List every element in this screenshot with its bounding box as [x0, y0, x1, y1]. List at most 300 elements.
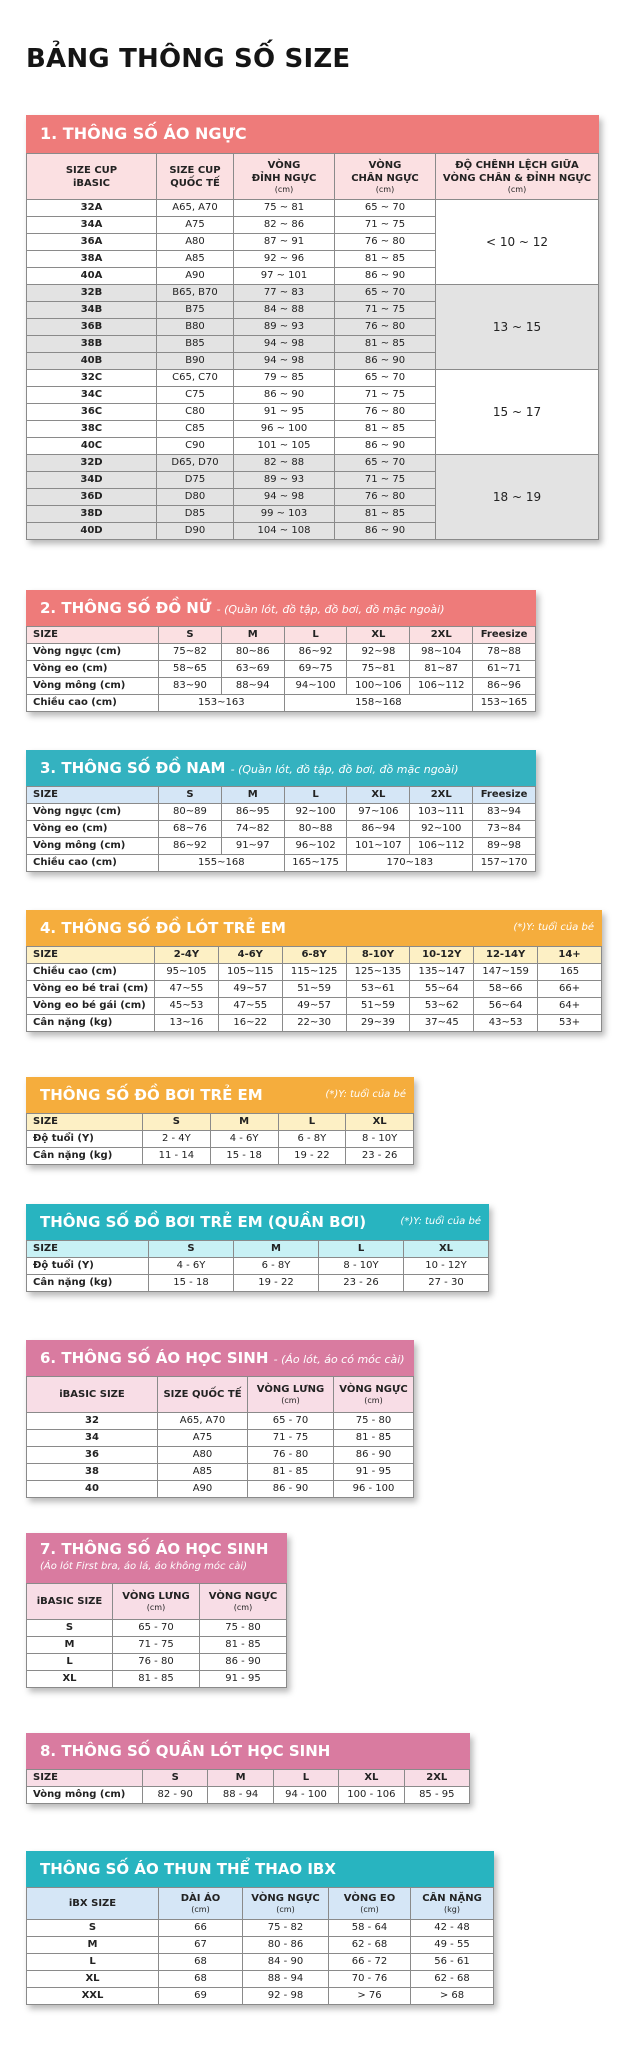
- table-cell: 100~106: [347, 678, 410, 695]
- table-cell: L: [27, 1954, 159, 1971]
- table-cell: Vòng eo bé trai (cm): [27, 981, 155, 998]
- table-cell: 29~39: [346, 1015, 410, 1032]
- table-cell: 42 - 48: [411, 1920, 494, 1937]
- table-cell: Chiều cao (cm): [27, 695, 159, 712]
- col-header: S: [143, 1770, 208, 1787]
- table-cell: 158~168: [284, 695, 472, 712]
- table-row: [27, 804, 536, 821]
- col-header: XL: [347, 787, 410, 804]
- section-note: (*)Y: tuổi của bé: [400, 1216, 481, 1227]
- col-header: SIZE: [27, 1770, 143, 1787]
- table-cell: 58~65: [159, 661, 222, 678]
- table-cell: 92 ~ 96: [234, 251, 335, 268]
- table-cell: 16~22: [218, 1015, 282, 1032]
- table-cell: 86 - 90: [248, 1481, 334, 1498]
- diff-cell: < 10 ~ 12: [436, 200, 599, 285]
- col-header: S: [143, 1114, 211, 1131]
- table-cell: 87 ~ 91: [234, 234, 335, 251]
- table-cell: 23 - 26: [346, 1148, 414, 1165]
- col-header: iBASIC SIZE: [27, 1584, 113, 1620]
- table-cell: 75~81: [347, 661, 410, 678]
- student-underwear-table: [26, 1733, 470, 1804]
- table-cell: 8 - 10Y: [346, 1131, 414, 1148]
- table-cell: C85: [157, 421, 234, 438]
- section-subtitle: - (Quần lót, đồ tập, đồ bơi, đồ mặc ngoài): [230, 763, 459, 776]
- table-cell: 32D: [27, 455, 157, 472]
- table-cell: 63~69: [221, 661, 284, 678]
- kids-underwear-table: [26, 910, 602, 1032]
- section-title: 6. THÔNG SỐ ÁO HỌC SINH: [40, 1349, 269, 1367]
- col-header: S: [159, 787, 222, 804]
- table-row: [27, 1637, 287, 1654]
- table-cell: 38B: [27, 336, 157, 353]
- table-cell: 58 - 64: [329, 1920, 411, 1937]
- table-cell: 100 - 106: [339, 1787, 404, 1804]
- table-cell: 67: [159, 1937, 243, 1954]
- table-row: [27, 644, 536, 661]
- table-cell: 65 - 70: [248, 1413, 334, 1430]
- table-cell: 86 ~ 90: [335, 438, 436, 455]
- col-header: XL: [346, 1114, 414, 1131]
- table-cell: 32: [27, 1413, 158, 1430]
- table-cell: 92~98: [347, 644, 410, 661]
- table-cell: 64+: [538, 998, 602, 1015]
- table-row: [27, 200, 599, 217]
- table-cell: 86 - 90: [334, 1447, 414, 1464]
- table-cell: 36A: [27, 234, 157, 251]
- table-cell: 4 - 6Y: [149, 1258, 234, 1275]
- table-cell: 155~168: [159, 855, 285, 872]
- men-size-table: [26, 750, 536, 872]
- table-cell: D80: [157, 489, 234, 506]
- table-cell: 65 - 70: [113, 1620, 200, 1637]
- table-cell: 147~159: [474, 964, 538, 981]
- table-cell: 94 ~ 98: [234, 336, 335, 353]
- table-row: [27, 1015, 602, 1032]
- table-cell: 84 - 90: [243, 1954, 329, 1971]
- table-row: [27, 695, 536, 712]
- table-cell: 106~112: [410, 838, 473, 855]
- table-row: [27, 1920, 494, 1937]
- table-cell: 68~76: [159, 821, 222, 838]
- ibx-tshirt-table: [26, 1851, 494, 2005]
- table-cell: > 76: [329, 1988, 411, 2005]
- table-cell: A80: [158, 1447, 248, 1464]
- table-cell: C90: [157, 438, 234, 455]
- table-cell: 81 ~ 85: [335, 336, 436, 353]
- col-header: VÒNG NGỰC (cm): [334, 1377, 414, 1413]
- table-cell: 74~82: [221, 821, 284, 838]
- table-cell: 71 ~ 75: [335, 387, 436, 404]
- table-cell: Vòng eo bé gái (cm): [27, 998, 155, 1015]
- table-cell: 76 ~ 80: [335, 489, 436, 506]
- table-cell: 53+: [538, 1015, 602, 1032]
- section-title: 2. THÔNG SỐ ĐỒ NỮ: [40, 599, 212, 617]
- table-cell: XL: [27, 1971, 159, 1988]
- table-row: [27, 964, 602, 981]
- col-header: VÒNG LƯNG (cm): [113, 1584, 200, 1620]
- table-cell: 157~170: [473, 855, 536, 872]
- table-cell: C65, C70: [157, 370, 234, 387]
- table-cell: 95~105: [155, 964, 219, 981]
- table-row: [27, 370, 599, 387]
- section-header: [26, 910, 602, 946]
- table-cell: 86~96: [473, 678, 536, 695]
- col-header: 6-8Y: [282, 947, 346, 964]
- table-cell: XL: [27, 1671, 113, 1688]
- table-cell: 13~16: [155, 1015, 219, 1032]
- table-cell: A85: [157, 251, 234, 268]
- table-cell: D90: [157, 523, 234, 540]
- col-header: SIZE QUỐC TẾ: [158, 1377, 248, 1413]
- col-header: VÒNG NGỰC (cm): [243, 1888, 329, 1920]
- table-cell: Vòng eo (cm): [27, 661, 159, 678]
- table-cell: 135~147: [410, 964, 474, 981]
- table-cell: 71 ~ 75: [335, 472, 436, 489]
- table-cell: 91 - 95: [200, 1671, 287, 1688]
- section-title: THÔNG SỐ ĐỒ BƠI TRẺ EM: [40, 1086, 263, 1104]
- table-cell: > 68: [411, 1988, 494, 2005]
- table-cell: 86 ~ 90: [335, 523, 436, 540]
- kids-swim-shorts-table: [26, 1204, 489, 1292]
- col-header: iBASIC SIZE: [27, 1377, 158, 1413]
- table-cell: 80~89: [159, 804, 222, 821]
- table-cell: 40A: [27, 268, 157, 285]
- col-header: Freesize: [473, 787, 536, 804]
- section-header: [26, 590, 536, 626]
- table-cell: 75 - 80: [200, 1620, 287, 1637]
- table-row: [27, 1654, 287, 1671]
- table-cell: 68: [159, 1971, 243, 1988]
- table-cell: 77 ~ 83: [234, 285, 335, 302]
- table-cell: 92 - 98: [243, 1988, 329, 2005]
- col-header-intl: SIZE CUP QUỐC TẾ: [157, 154, 234, 200]
- table-row: [27, 1258, 489, 1275]
- table-cell: 76 ~ 80: [335, 234, 436, 251]
- table-row: [27, 1275, 489, 1292]
- table-cell: 81 - 85: [248, 1464, 334, 1481]
- table-row: [27, 821, 536, 838]
- col-header: 2XL: [410, 787, 473, 804]
- table-cell: 79 ~ 85: [234, 370, 335, 387]
- table-row: [27, 981, 602, 998]
- table-cell: 125~135: [346, 964, 410, 981]
- table-cell: 27 - 30: [404, 1275, 489, 1292]
- table-cell: 69~75: [284, 661, 347, 678]
- table-cell: 88 - 94: [208, 1787, 273, 1804]
- table-cell: 15 - 18: [210, 1148, 278, 1165]
- table-cell: D85: [157, 506, 234, 523]
- col-header: S: [159, 627, 222, 644]
- table-cell: 81~87: [410, 661, 473, 678]
- table-cell: XXL: [27, 1988, 159, 2005]
- table-cell: 81 ~ 85: [335, 506, 436, 523]
- table-cell: 106~112: [410, 678, 473, 695]
- table-cell: 86 ~ 90: [234, 387, 335, 404]
- section-title: 4. THÔNG SỐ ĐỒ LÓT TRẺ EM: [40, 919, 286, 937]
- table-cell: 38: [27, 1464, 158, 1481]
- section-header: [26, 1204, 489, 1240]
- col-header: SIZE: [27, 947, 155, 964]
- table-row: [27, 998, 602, 1015]
- table-cell: 10 - 12Y: [404, 1258, 489, 1275]
- section-title: THÔNG SỐ ĐỒ BƠI TRẺ EM (QUẦN BƠI): [40, 1213, 367, 1231]
- table-cell: 80 - 86: [243, 1937, 329, 1954]
- col-header: DÀI ÁO (cm): [159, 1888, 243, 1920]
- table-cell: 32C: [27, 370, 157, 387]
- table-row: [27, 838, 536, 855]
- table-cell: 81 ~ 85: [335, 251, 436, 268]
- table-cell: 40: [27, 1481, 158, 1498]
- table-cell: 153~165: [473, 695, 536, 712]
- table-cell: B90: [157, 353, 234, 370]
- table-cell: 81 - 85: [200, 1637, 287, 1654]
- section-subtitle: (Áo lót First bra, áo lá, áo không móc cài): [40, 1561, 247, 1572]
- table-cell: 56~64: [474, 998, 538, 1015]
- table-cell: 68: [159, 1954, 243, 1971]
- table-cell: 71 - 75: [248, 1430, 334, 1447]
- table-cell: 32B: [27, 285, 157, 302]
- table-cell: 45~53: [155, 998, 219, 1015]
- col-header: iBX SIZE: [27, 1888, 159, 1920]
- col-header: M: [221, 787, 284, 804]
- table-cell: 86~95: [221, 804, 284, 821]
- table-cell: C80: [157, 404, 234, 421]
- table-cell: S: [27, 1620, 113, 1637]
- table-cell: 75 - 80: [334, 1413, 414, 1430]
- table-row: [27, 855, 536, 872]
- col-header: M: [234, 1241, 319, 1258]
- table-row: [27, 1954, 494, 1971]
- table-cell: 94 ~ 98: [234, 353, 335, 370]
- table-cell: 65 ~ 70: [335, 200, 436, 217]
- table-cell: 43~53: [474, 1015, 538, 1032]
- table-cell: 11 - 14: [143, 1148, 211, 1165]
- table-cell: 165~175: [284, 855, 347, 872]
- student-bra-table: [26, 1340, 414, 1498]
- table-cell: 34B: [27, 302, 157, 319]
- col-header: M: [210, 1114, 278, 1131]
- table-row: [27, 1937, 494, 1954]
- table-cell: 34: [27, 1430, 158, 1447]
- table-cell: 104 ~ 108: [234, 523, 335, 540]
- table-cell: 38A: [27, 251, 157, 268]
- col-header: XL: [347, 627, 410, 644]
- table-cell: 62 - 68: [329, 1937, 411, 1954]
- table-cell: Vòng ngực (cm): [27, 644, 159, 661]
- table-row: [27, 1430, 414, 1447]
- col-header: L: [284, 627, 347, 644]
- table-row: [27, 1481, 414, 1498]
- col-header: XL: [339, 1770, 404, 1787]
- table-cell: B65, B70: [157, 285, 234, 302]
- table-row: [27, 1971, 494, 1988]
- table-cell: 66: [159, 1920, 243, 1937]
- table-cell: 98~104: [410, 644, 473, 661]
- table-cell: 15 - 18: [149, 1275, 234, 1292]
- table-cell: 85 - 95: [404, 1787, 469, 1804]
- table-cell: 76 ~ 80: [335, 404, 436, 421]
- table-cell: 65 ~ 70: [335, 455, 436, 472]
- table-cell: 86~94: [347, 821, 410, 838]
- table-cell: 19 - 22: [234, 1275, 319, 1292]
- table-cell: M: [27, 1937, 159, 1954]
- table-cell: 91~97: [221, 838, 284, 855]
- diff-cell: 18 ~ 19: [436, 455, 599, 540]
- col-header: 10-12Y: [410, 947, 474, 964]
- table-cell: 66 - 72: [329, 1954, 411, 1971]
- table-cell: A65, A70: [158, 1413, 248, 1430]
- table-row: [27, 1413, 414, 1430]
- col-header: 2-4Y: [155, 947, 219, 964]
- table-cell: 89 ~ 93: [234, 319, 335, 336]
- col-header: 4-6Y: [218, 947, 282, 964]
- table-cell: 34D: [27, 472, 157, 489]
- section-header: [26, 115, 599, 153]
- table-cell: 6 - 8Y: [234, 1258, 319, 1275]
- table-cell: 91 - 95: [334, 1464, 414, 1481]
- table-cell: A75: [158, 1430, 248, 1447]
- bra-size-table: [26, 115, 599, 540]
- col-header-diff: ĐỘ CHÊNH LỆCH GIỮA VÒNG CHÂN & ĐỈNH NGỰC (cm): [436, 154, 599, 200]
- table-cell: 34C: [27, 387, 157, 404]
- table-cell: 32A: [27, 200, 157, 217]
- col-header: L: [273, 1770, 338, 1787]
- table-cell: 40B: [27, 353, 157, 370]
- table-row: [27, 1787, 470, 1804]
- col-header: VÒNG LƯNG (cm): [248, 1377, 334, 1413]
- table-cell: 80~86: [221, 644, 284, 661]
- table-cell: 92~100: [284, 804, 347, 821]
- table-cell: 84 ~ 88: [234, 302, 335, 319]
- table-cell: 56 - 61: [411, 1954, 494, 1971]
- table-cell: 36: [27, 1447, 158, 1464]
- page-title: BẢNG THÔNG SỐ SIZE: [26, 44, 351, 74]
- table-cell: 153~163: [159, 695, 285, 712]
- table-cell: Chiều cao (cm): [27, 855, 159, 872]
- table-cell: 76 - 80: [248, 1447, 334, 1464]
- col-header-bust: VÒNG ĐỈNH NGỰC (cm): [234, 154, 335, 200]
- table-cell: A75: [157, 217, 234, 234]
- table-cell: 4 - 6Y: [210, 1131, 278, 1148]
- table-cell: Cân nặng (kg): [27, 1148, 143, 1165]
- col-header-cup: SIZE CUP iBASIC: [27, 154, 157, 200]
- table-cell: 83~94: [473, 804, 536, 821]
- table-cell: 165: [538, 964, 602, 981]
- table-cell: A90: [158, 1481, 248, 1498]
- col-header: 2XL: [404, 1770, 469, 1787]
- table-cell: 86 - 90: [200, 1654, 287, 1671]
- table-cell: 47~55: [155, 981, 219, 998]
- col-header: S: [149, 1241, 234, 1258]
- col-header: CÂN NẶNG (kg): [411, 1888, 494, 1920]
- section-header: [26, 750, 536, 786]
- section-title: 1. THÔNG SỐ ÁO NGỰC: [40, 124, 247, 143]
- table-row: [27, 1671, 287, 1688]
- col-header: SIZE: [27, 1241, 149, 1258]
- table-cell: A65, A70: [157, 200, 234, 217]
- table-cell: B85: [157, 336, 234, 353]
- col-header: M: [221, 627, 284, 644]
- table-cell: 115~125: [282, 964, 346, 981]
- table-row: [27, 661, 536, 678]
- table-cell: 37~45: [410, 1015, 474, 1032]
- table-cell: D65, D70: [157, 455, 234, 472]
- table-cell: 105~115: [218, 964, 282, 981]
- table-cell: D75: [157, 472, 234, 489]
- table-cell: 61~71: [473, 661, 536, 678]
- table-cell: Độ tuổi (Y): [27, 1131, 143, 1148]
- table-cell: 36C: [27, 404, 157, 421]
- table-cell: S: [27, 1920, 159, 1937]
- table-cell: 86~92: [284, 644, 347, 661]
- table-cell: 40D: [27, 523, 157, 540]
- table-cell: 99 ~ 103: [234, 506, 335, 523]
- table-cell: 81 - 85: [334, 1430, 414, 1447]
- table-cell: Vòng eo (cm): [27, 821, 159, 838]
- table-cell: B80: [157, 319, 234, 336]
- table-cell: 81 ~ 85: [335, 421, 436, 438]
- table-row: [27, 1131, 414, 1148]
- student-firstbra-table: [26, 1533, 287, 1688]
- table-cell: 170~183: [347, 855, 473, 872]
- section-header: [26, 1733, 470, 1769]
- col-header: XL: [404, 1241, 489, 1258]
- table-cell: 36D: [27, 489, 157, 506]
- table-cell: 73~84: [473, 821, 536, 838]
- table-cell: M: [27, 1637, 113, 1654]
- table-cell: 92~100: [410, 821, 473, 838]
- col-header: L: [319, 1241, 404, 1258]
- table-cell: A90: [157, 268, 234, 285]
- table-row: [27, 1620, 287, 1637]
- section-subtitle: - (Quần lót, đồ tập, đồ bơi, đồ mặc ngoài): [216, 603, 445, 616]
- table-cell: Chiều cao (cm): [27, 964, 155, 981]
- table-cell: 66+: [538, 981, 602, 998]
- table-cell: 53~61: [346, 981, 410, 998]
- col-header: M: [208, 1770, 273, 1787]
- table-cell: 51~59: [346, 998, 410, 1015]
- table-cell: 47~55: [218, 998, 282, 1015]
- table-cell: 49~57: [282, 998, 346, 1015]
- table-cell: A80: [157, 234, 234, 251]
- table-cell: 97 ~ 101: [234, 268, 335, 285]
- col-header: SIZE: [27, 627, 159, 644]
- table-cell: 58~66: [474, 981, 538, 998]
- table-cell: 70 - 76: [329, 1971, 411, 1988]
- table-cell: 19 - 22: [278, 1148, 346, 1165]
- table-cell: 65 ~ 70: [335, 370, 436, 387]
- table-cell: 91 ~ 95: [234, 404, 335, 421]
- col-header: 14+: [538, 947, 602, 964]
- table-cell: 49 - 55: [411, 1937, 494, 1954]
- diff-cell: 13 ~ 15: [436, 285, 599, 370]
- table-row: [27, 1148, 414, 1165]
- table-cell: 76 ~ 80: [335, 319, 436, 336]
- table-cell: L: [27, 1654, 113, 1671]
- table-cell: 82 ~ 86: [234, 217, 335, 234]
- table-cell: Độ tuổi (Y): [27, 1258, 149, 1275]
- table-cell: 89 ~ 93: [234, 472, 335, 489]
- women-size-table: [26, 590, 536, 712]
- col-header: SIZE: [27, 787, 159, 804]
- table-cell: 94~100: [284, 678, 347, 695]
- table-cell: 51~59: [282, 981, 346, 998]
- table-cell: 80~88: [284, 821, 347, 838]
- table-cell: 40C: [27, 438, 157, 455]
- table-cell: 83~90: [159, 678, 222, 695]
- table-cell: 38C: [27, 421, 157, 438]
